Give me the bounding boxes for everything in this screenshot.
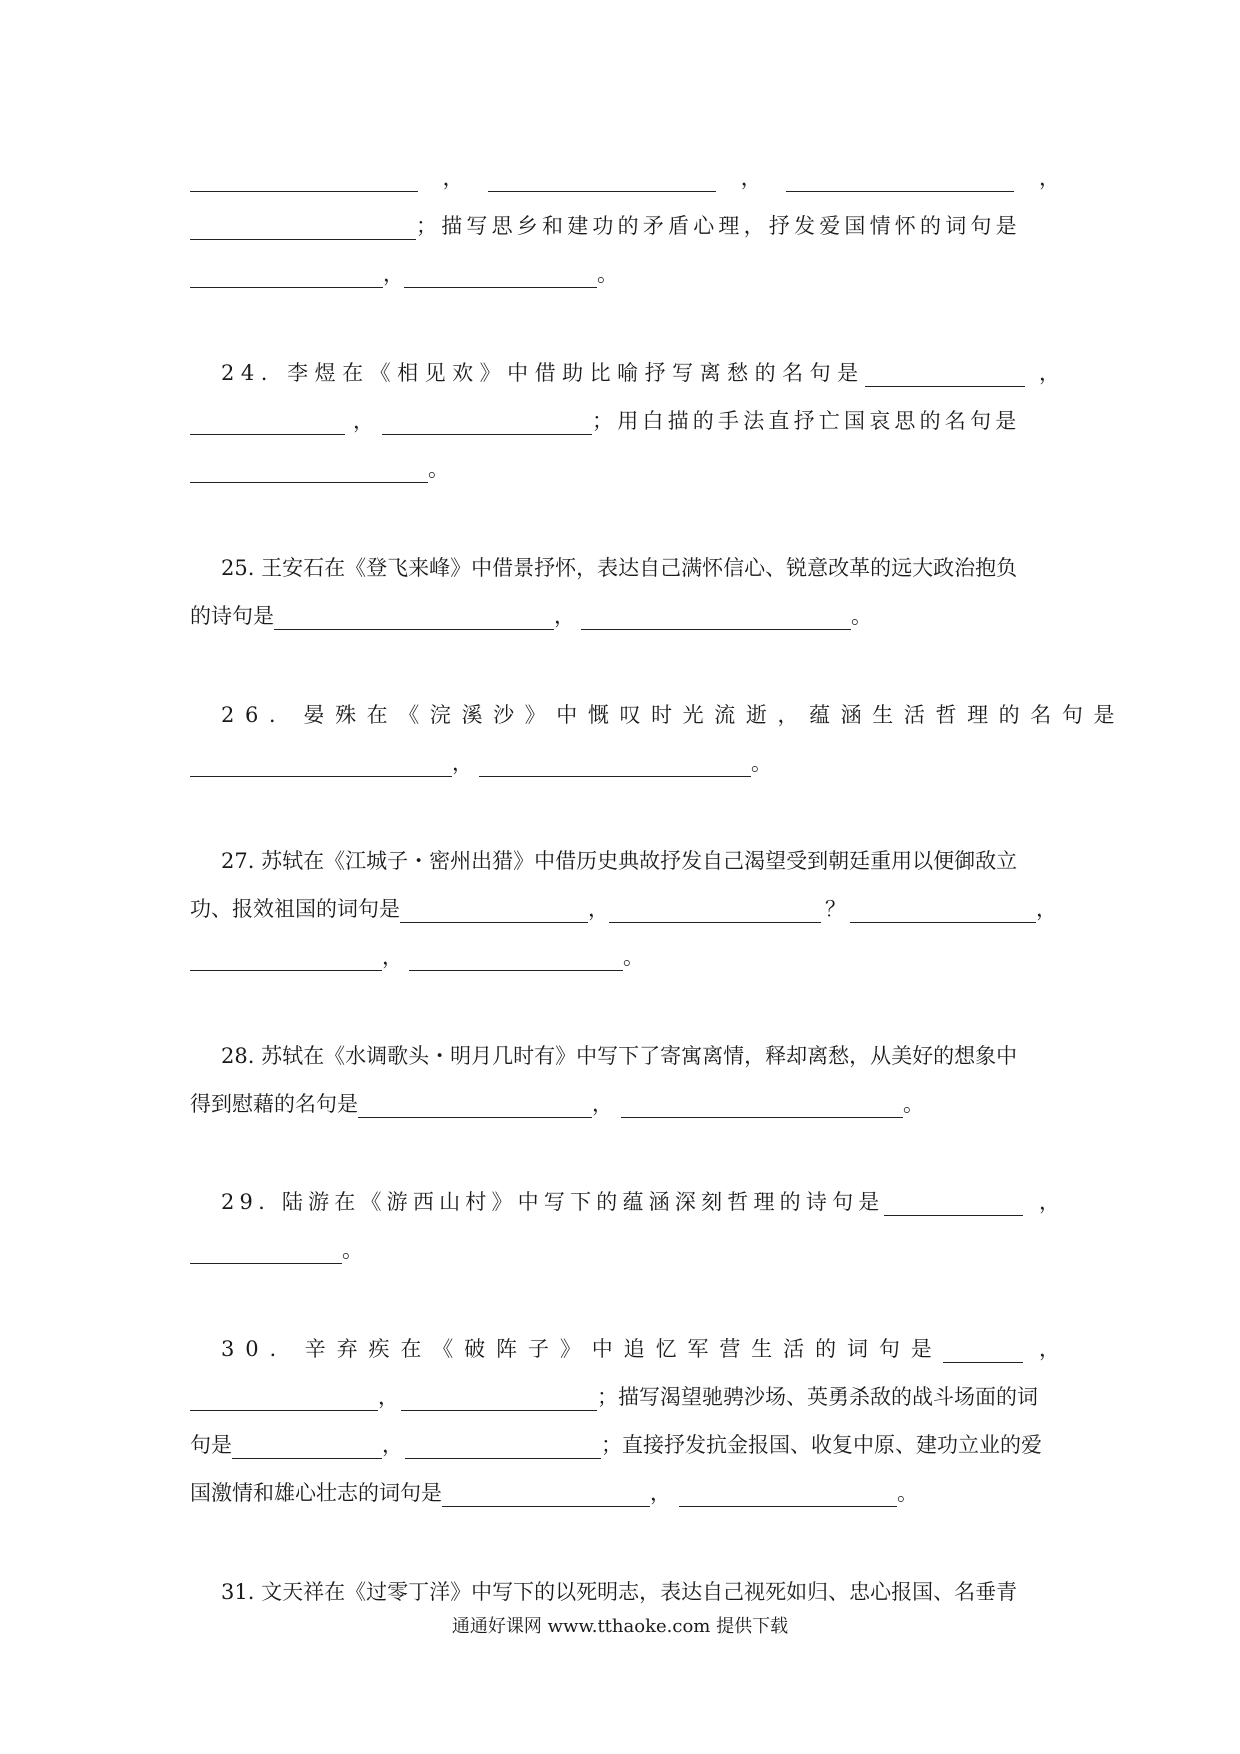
answer-blank[interactable] — [274, 603, 554, 630]
answer-blank[interactable] — [786, 165, 1014, 192]
punct: ， — [592, 1092, 613, 1116]
q24-line2 — [190, 401, 1060, 441]
question-text: 29. 陆游在《游西山村》中写下的蕴涵深刻哲理的诗句是 — [221, 1190, 885, 1214]
punct: ， — [1036, 897, 1057, 921]
answer-blank[interactable] — [190, 1237, 342, 1264]
q28-line1 — [221, 1036, 1060, 1076]
q23-line1 — [190, 158, 1060, 198]
punct: ， — [382, 1433, 403, 1457]
q27-line3 — [190, 937, 1060, 977]
q24-line1 — [221, 353, 1060, 393]
q28-line2 — [190, 1084, 1060, 1124]
q29-line2 — [190, 1230, 1060, 1270]
answer-blank[interactable] — [884, 1189, 1023, 1216]
question-text: 28. 苏轼在《水调歌头・明月几时有》中写下了寄寓离情，释却离愁，从美好的想象中 — [221, 1044, 1018, 1068]
answer-blank[interactable] — [943, 1336, 1023, 1363]
punct: 。 — [851, 604, 872, 628]
answer-blank[interactable] — [442, 1480, 650, 1507]
punct: ， — [452, 751, 473, 775]
answer-blank[interactable] — [400, 896, 588, 923]
question-text: ；描写渴望驰骋沙场、英勇杀敌的战斗场面的词 — [597, 1385, 1038, 1409]
punct: ， — [588, 897, 609, 921]
answer-blank[interactable] — [850, 896, 1036, 923]
answer-blank[interactable] — [190, 1384, 378, 1411]
question-text: ；用白描的手法直抒亡国哀思的名句是 — [592, 409, 1021, 433]
q25-line1 — [221, 548, 1060, 588]
answer-blank[interactable] — [405, 1432, 601, 1459]
answer-blank[interactable] — [358, 1091, 592, 1118]
q29-line1 — [221, 1182, 1060, 1222]
question-text: ；描写思乡和建功的矛盾心理，抒发爱国情怀的词句是 — [416, 214, 1021, 238]
q30-line4 — [190, 1473, 1060, 1513]
question-text: ；直接抒发抗金报国、收复中原、建功立业的爱 — [601, 1433, 1042, 1457]
answer-blank[interactable] — [190, 261, 383, 288]
punct: 。 — [903, 1092, 924, 1116]
answer-blank[interactable] — [190, 944, 382, 971]
answer-blank[interactable] — [401, 1384, 597, 1411]
answer-blank[interactable] — [609, 896, 821, 923]
question-text: 国激情和雄心壮志的词句是 — [190, 1481, 442, 1505]
answer-blank[interactable] — [404, 261, 597, 288]
punct: ， — [383, 262, 404, 286]
answer-blank[interactable] — [232, 1432, 382, 1459]
punct: ， — [442, 166, 464, 190]
punct: ， — [382, 945, 403, 969]
q24-line3 — [190, 449, 1060, 489]
answer-blank[interactable] — [190, 213, 416, 240]
punct: 。 — [897, 1481, 918, 1505]
answer-blank[interactable] — [865, 360, 1025, 387]
question-text: 句是 — [190, 1433, 232, 1457]
q26-line1 — [221, 695, 1126, 735]
answer-blank[interactable] — [382, 408, 592, 435]
punct: ， — [378, 1385, 399, 1409]
answer-blank[interactable] — [679, 1480, 897, 1507]
question-text: 26. 晏殊在《浣溪沙》中慨叹时光流逝，蕴涵生活哲理的名句是 — [221, 703, 1126, 727]
punct: 。 — [597, 262, 618, 286]
punct: ？ — [825, 897, 846, 921]
q30-line2 — [190, 1377, 1060, 1417]
punct: ， — [740, 166, 762, 190]
punct: ， — [554, 604, 575, 628]
q31-line1 — [221, 1572, 1060, 1612]
q30-line1 — [221, 1329, 1060, 1369]
q27-line2 — [190, 889, 1060, 929]
answer-blank[interactable] — [581, 603, 851, 630]
answer-blank[interactable] — [190, 165, 418, 192]
page-footer: 通通好课网 www.tthaoke.com 提供下载 — [451, 1616, 789, 1637]
answer-blank[interactable] — [190, 408, 345, 435]
answer-blank[interactable] — [479, 750, 751, 777]
punct: ， — [353, 409, 374, 433]
question-text: 功、报效祖国的词句是 — [190, 897, 400, 921]
question-text: 得到慰藉的名句是 — [190, 1092, 358, 1116]
punct: ， — [650, 1481, 671, 1505]
answer-blank[interactable] — [190, 456, 428, 483]
q23-line2 — [190, 206, 1060, 246]
answer-blank[interactable] — [621, 1091, 903, 1118]
q30-line3 — [190, 1425, 1060, 1465]
question-text: 24. 李煜在《相见欢》中借助比喻抒写离愁的名句是 — [221, 361, 865, 385]
punct: ， — [1038, 166, 1060, 190]
answer-blank[interactable] — [190, 750, 452, 777]
punct: ， — [1039, 1337, 1060, 1361]
punct: 。 — [342, 1238, 363, 1262]
punct: 。 — [751, 751, 772, 775]
question-text: 30. 辛弃疾在《破阵子》中追忆军营生活的词句是 — [221, 1337, 943, 1361]
question-text: 的诗句是 — [190, 604, 274, 628]
punct: 。 — [428, 457, 449, 481]
question-text: 25. 王安石在《登飞来峰》中借景抒怀，表达自己满怀信心、锐意改革的远大政治抱负 — [221, 556, 1018, 580]
question-text: 31. 文天祥在《过零丁洋》中写下的以死明志，表达自己视死如归、忠心报国、名垂青 — [221, 1580, 1018, 1604]
question-text: 27. 苏轼在《江城子・密州出猎》中借历史典故抒发自己渴望受到朝廷重用以便御敌立 — [221, 849, 1018, 873]
punct: ， — [1039, 361, 1060, 385]
q23-line3 — [190, 254, 1060, 294]
answer-blank[interactable] — [409, 944, 623, 971]
q25-line2 — [190, 596, 1060, 636]
q26-line2 — [190, 743, 1060, 783]
punct: 。 — [623, 945, 644, 969]
punct: ， — [1039, 1190, 1060, 1214]
answer-blank[interactable] — [488, 165, 716, 192]
q27-line1 — [221, 841, 1060, 881]
